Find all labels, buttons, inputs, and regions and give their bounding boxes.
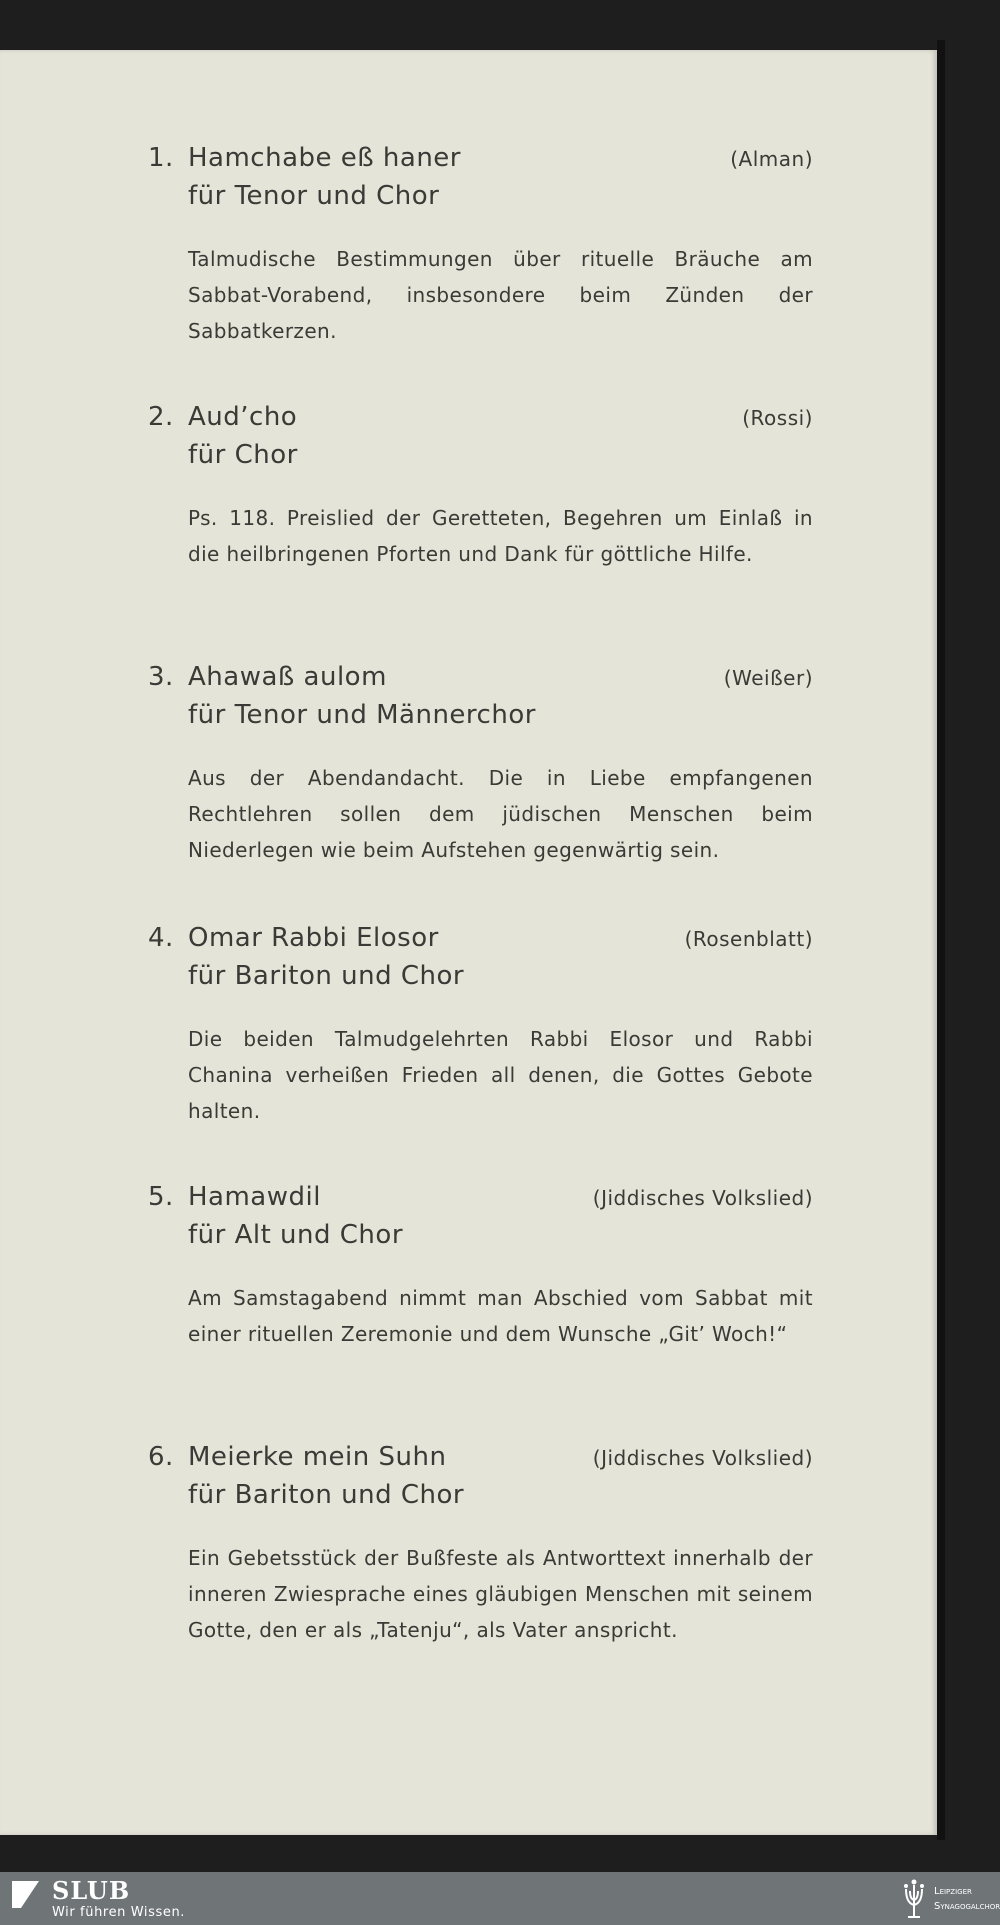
program-item-5: [148, 1182, 813, 1352]
item-description: Talmudische Bestimmungen über rituelle Bräuche am Sabbat-Vorabend, insbesondere beim Zünden der Sabbatkerzen.: [188, 247, 813, 343]
item-heading: [148, 923, 813, 961]
item-subtitle: für Bariton und Chor: [188, 961, 465, 991]
item-number: 3.: [148, 662, 174, 692]
item-heading: [148, 143, 813, 181]
slub-tagline: Wir führen Wissen.: [52, 1905, 186, 1920]
item-description: Ps. 118. Preislied der Geretteten, Begehren um Einlaß in die heilbringenen Pforten und Dank für göttliche Hilfe.: [188, 506, 813, 566]
program-item-6: [148, 1442, 813, 1648]
menorah-icon: [900, 1877, 928, 1921]
item-description: Die beiden Talmudgelehrten Rabbi Elosor und Rabbi Chanina verheißen Frieden all denen, die Gottes Gebote halten.: [188, 1027, 813, 1123]
slub-logo-icon[interactable]: [12, 1881, 39, 1908]
item-composer: (Alman): [730, 147, 813, 171]
item-number: 5.: [148, 1182, 174, 1212]
item-composer: (Rossi): [742, 406, 813, 430]
program-list: [0, 50, 937, 1835]
item-number: 1.: [148, 143, 174, 173]
item-heading: [148, 1442, 813, 1480]
item-description: Am Samstagabend nimmt man Abschied vom Sabbat mit einer rituellen Zeremonie und dem Wunsche „Git’ Woch!“: [188, 1286, 813, 1346]
item-number: 2.: [148, 402, 174, 432]
item-description: Aus der Abendandacht. Die in Liebe empfangenen Rechtlehren sollen dem jüdischen Menschen beim Niederlegen wie beim Aufstehen gegenwärtig sein.: [188, 766, 813, 862]
item-composer: (Rosenblatt): [684, 927, 813, 951]
item-title: Hamchabe eß haner: [188, 143, 461, 173]
item-heading: [148, 402, 813, 440]
item-number: 4.: [148, 923, 174, 953]
item-composer: (Jiddisches Volkslied): [592, 1446, 813, 1470]
partner-name: [934, 1884, 1000, 1914]
item-subtitle: für Tenor und Männerchor: [188, 700, 536, 730]
item-title: Meierke mein Suhn: [188, 1442, 447, 1472]
partner-line-2: Synagogalchor: [934, 1901, 1000, 1912]
item-subtitle: für Chor: [188, 440, 298, 470]
item-title: Ahawaß aulom: [188, 662, 387, 692]
item-subtitle: für Bariton und Chor: [188, 1480, 465, 1510]
partner-line-1: Leipziger: [934, 1886, 972, 1897]
item-heading: [148, 1182, 813, 1220]
program-item-3: [148, 662, 813, 868]
viewer-footer: [0, 1872, 1000, 1925]
slub-brand[interactable]: SLUB: [52, 1876, 131, 1905]
item-subtitle: für Tenor und Chor: [188, 181, 440, 211]
item-composer: (Jiddisches Volkslied): [592, 1186, 813, 1210]
program-item-4: [148, 923, 813, 1129]
item-description: Ein Gebetsstück der Bußfeste als Antworttext innerhalb der inneren Zwiesprache eines gläubigen Menschen mit seinem Gotte, den er als „Tatenju“, als Vater anspricht.: [188, 1546, 813, 1642]
program-sheet: [0, 50, 937, 1835]
program-item-2: [148, 402, 813, 572]
item-title: Aud’cho: [188, 402, 298, 432]
item-subtitle: für Alt und Chor: [188, 1220, 404, 1250]
item-number: 6.: [148, 1442, 174, 1472]
paper-shadow-edge: [937, 40, 945, 1840]
item-heading: [148, 662, 813, 700]
program-item-1: [148, 143, 813, 349]
item-title: Omar Rabbi Elosor: [188, 923, 439, 953]
item-title: Hamawdil: [188, 1182, 321, 1212]
item-composer: (Weißer): [723, 666, 813, 690]
